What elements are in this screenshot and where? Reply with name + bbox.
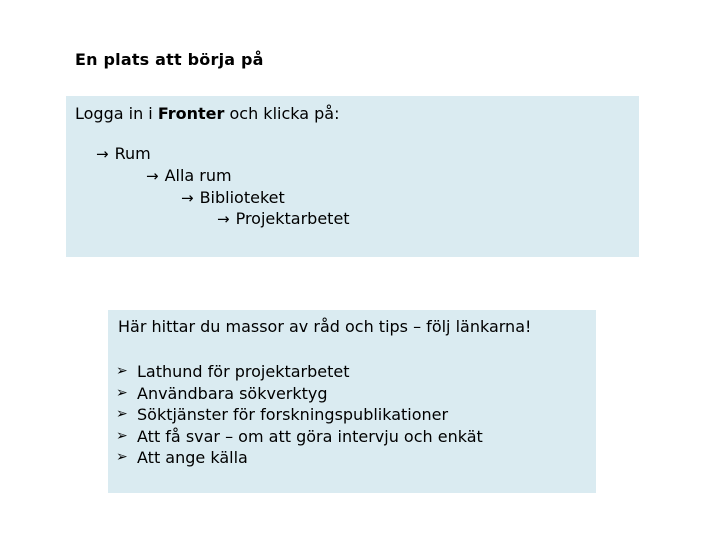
tips-intro: Här hittar du massor av råd och tips – följ länkarna! <box>118 317 532 336</box>
path-step-label: Alla rum <box>164 166 232 185</box>
arrowhead-bullet-icon: ➢ <box>116 363 128 379</box>
link-label[interactable]: Att ange källa <box>137 448 248 467</box>
right-arrow-icon: → <box>146 167 159 185</box>
path-step-label: Projektarbetet <box>235 209 350 228</box>
list-item[interactable] <box>116 447 483 469</box>
right-arrow-icon: → <box>181 189 194 207</box>
instruction-suffix: och klicka på: <box>224 104 340 123</box>
path-step-alla-rum[interactable] <box>146 166 232 185</box>
path-step-label: Rum <box>114 144 151 163</box>
path-step-rum[interactable] <box>96 144 151 163</box>
login-instructions-box <box>66 96 639 257</box>
list-item[interactable] <box>116 383 483 405</box>
instruction-prefix: Logga in i <box>75 104 158 123</box>
right-arrow-icon: → <box>96 145 109 163</box>
arrowhead-bullet-icon: ➢ <box>116 384 128 401</box>
list-item[interactable] <box>116 426 483 448</box>
path-step-label: Biblioteket <box>199 188 285 207</box>
link-label[interactable]: Användbara sökverktyg <box>137 383 328 403</box>
list-item[interactable] <box>116 404 483 426</box>
arrowhead-bullet-icon: ➢ <box>116 427 128 444</box>
tips-box <box>108 310 596 493</box>
arrowhead-bullet-icon: ➢ <box>116 406 128 422</box>
app-name: Fronter <box>157 104 225 123</box>
path-step-projektarbetet[interactable] <box>217 209 350 228</box>
right-arrow-icon: → <box>217 210 230 228</box>
arrowhead-bullet-icon: ➢ <box>116 449 128 465</box>
page-title: En plats att börja på <box>75 50 264 69</box>
link-label[interactable]: Lathund för projektarbetet <box>137 362 350 381</box>
link-label[interactable]: Söktjänster för forskningspublikationer <box>137 405 449 424</box>
link-label[interactable]: Att få svar – om att göra intervju och enkät <box>137 426 483 446</box>
login-instruction-text <box>75 104 339 123</box>
tips-link-list <box>116 361 483 469</box>
list-item[interactable] <box>116 361 483 383</box>
path-step-biblioteket[interactable] <box>181 188 285 207</box>
